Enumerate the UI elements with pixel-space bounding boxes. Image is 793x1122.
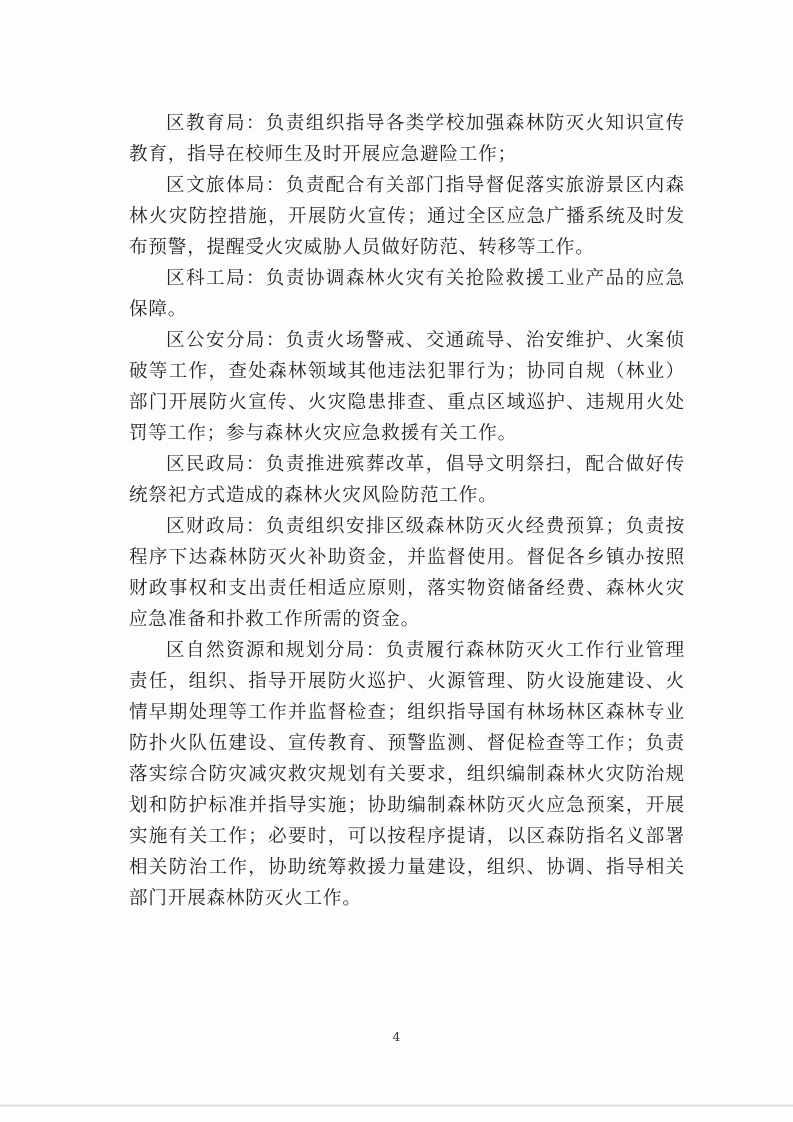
scan-edge-line [0,1104,793,1107]
page-number: 4 [392,1030,401,1044]
paragraph-civil-affairs-bureau: 区民政局：负责推进殡葬改革，倡导文明祭扫，配合做好传统祭祀方式造成的森林火灾风险防范工作。 [129,454,685,506]
paragraph-finance-bureau: 区财政局：负责组织安排区级森林防灭火经费预算；负责按程序下达森林防灭火补助资金，并监督使用。督促各乡镇办按照财政事权和支出责任相适应原则，落实物资储备经费、森林火灾应急准备和扑救工作所需的资金。 [129,516,685,630]
paragraph-natural-resources-bureau: 区自然资源和规划分局：负责履行森林防灭火工作行业管理责任，组织、指导开展防火巡护、火源管理、防火设施建设、火情早期处理等工作并监督检查；组织指导国有林场林区森林专业防扑火队伍建设、宣传教育、预警监测、督促检查等工作；负责落实综合防灾减灾救灾规划有关要求，组织编制森林火灾防治规划和防护标准并指导实施；协助编制森林防灭火应急预案，开展实施有关工作；必要时，可以按程序提请，以区森防指名义部署相关防治工作，协助统筹救援力量建设，组织、协调、指导相关部门开展森林防灭火工作。 [129,640,685,909]
paragraph-culture-tourism-bureau: 区文旅体局：负责配合有关部门指导督促落实旅游景区内森林火灾防控措施，开展防火宣传；通过全区应急广播系统及时发布预警，提醒受火灾威胁人员做好防范、转移等工作。 [129,175,685,258]
document-body [129,108,685,914]
paragraph-public-security-bureau: 区公安分局：负责火场警戒、交通疏导、治安维护、火案侦破等工作，查处森林领域其他违法犯罪行为；协同自规（林业）部门开展防火宣传、火灾隐患排查、重点区域巡护、违规用火处罚等工作；参与森林火灾应急救援有关工作。 [129,330,685,444]
paragraph-science-industry-bureau: 区科工局：负责协调森林火灾有关抢险救援工业产品的应急保障。 [129,268,685,320]
paragraph-education-bureau: 区教育局：负责组织指导各类学校加强森林防灭火知识宣传教育，指导在校师生及时开展应急避险工作； [129,113,685,165]
